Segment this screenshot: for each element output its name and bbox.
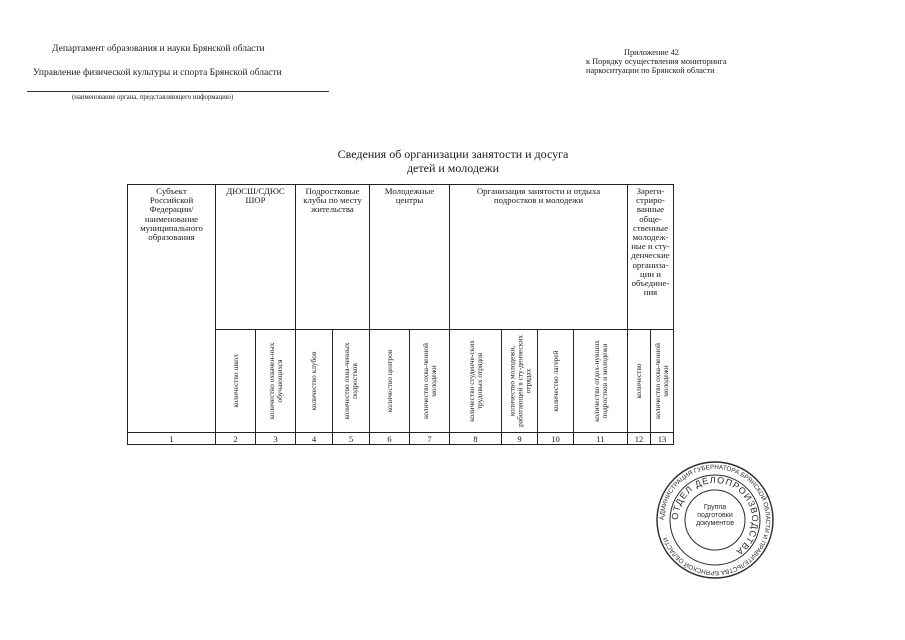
column-number: 1 [128, 433, 216, 445]
column-number: 11 [574, 433, 628, 445]
sub-header-label: количество охвачен-ных обучающихся [266, 342, 284, 420]
sub-header-label: количество охва-ченных подростков [342, 342, 359, 420]
column-number: 6 [370, 433, 410, 445]
sub-header [410, 330, 450, 433]
group-employment: Организация занятости и отдыха подростков и молодежи [450, 185, 628, 330]
stamp-center-text: Группа подготовки документов [696, 504, 734, 527]
sub-header-label: количество студенче-ских трудовых отрядов [466, 340, 484, 422]
sub-header-label: количество [634, 363, 644, 399]
column-number: 9 [502, 433, 538, 445]
sub-header [333, 330, 370, 433]
group-youth-centers: Молодежные центры [370, 185, 450, 330]
document-title [300, 147, 606, 175]
sub-header-label: количество охва-ченной молодежи [420, 342, 438, 420]
organ-caption: (наименование органа, представляющего информацию) [72, 94, 234, 101]
column-number: 2 [216, 433, 256, 445]
group-teen-clubs: Подростковые клубы по месту жительства [296, 185, 370, 330]
sub-header [450, 330, 502, 433]
office-stamp [655, 460, 775, 580]
sub-header-label: количество центров [384, 349, 394, 413]
title-line-2: детей и молодежи [406, 161, 500, 175]
sub-header [628, 330, 651, 433]
column-number: 8 [450, 433, 502, 445]
title-line-1: Сведения об организации занятости и досуга [337, 147, 569, 161]
sub-header-label: количество отдох-нувших подростков и молодежи [591, 340, 609, 422]
column-number: 7 [410, 433, 450, 445]
group-organizations: Зареги-стриро-ванные обще-ственные молодеж-ные и сту-денческие организа-ции и объедине-ния [628, 185, 674, 330]
sub-header-label: количество клубов [309, 351, 319, 411]
column-number: 13 [651, 433, 674, 445]
column-number: 5 [333, 433, 370, 445]
group-subject: Субъект Российской Федерации/ наименование муниципального образования [128, 185, 216, 433]
department-name: Департамент образования и науки Брянской области [52, 44, 265, 54]
stamp-inner-textpath: ОТДЕЛ ДЕЛОПРОИЗВОДСТВА [669, 474, 761, 558]
sub-header [651, 330, 674, 433]
sub-header [502, 330, 538, 433]
monitoring-table [127, 184, 674, 445]
appendix-line-2: к Порядку осуществления мониторинга [586, 57, 727, 66]
sub-header [216, 330, 256, 433]
column-number: 3 [256, 433, 296, 445]
stamp-center [689, 504, 741, 538]
sub-header-label: количество молодежи, работающей в сту-денческих отрядах [506, 335, 532, 427]
sub-header-label: количество лагерей [550, 350, 560, 412]
sub-header [574, 330, 628, 433]
column-number: 10 [538, 433, 574, 445]
office-name: Управление физической культуры и спорта Брянской области [33, 68, 282, 78]
column-number: 4 [296, 433, 333, 445]
sub-header-label: количество охва-ченной молодежи [653, 342, 670, 420]
sub-header [256, 330, 296, 433]
sub-header [296, 330, 333, 433]
appendix-line-1: Приложение 42 [624, 48, 679, 57]
sub-header [370, 330, 410, 433]
group-sports-schools: ДЮСШ/СДЮС ШОР [216, 185, 296, 330]
stamp-outer-textpath: АДМИНИСТРАЦИЯ ГУБЕРНАТОРА БРЯНСКОЙ ОБЛАСТИ И ПРАВИТЕЛЬСТВА БРЯНСКОЙ ОБЛАСТИ [658, 463, 772, 577]
column-number: 12 [628, 433, 651, 445]
signature-rule [27, 91, 329, 92]
sub-header-label: количество школ [230, 354, 240, 408]
appendix-line-3: наркоситуации по Брянской области [586, 66, 715, 75]
appendix-note [586, 48, 727, 75]
sub-header [538, 330, 574, 433]
